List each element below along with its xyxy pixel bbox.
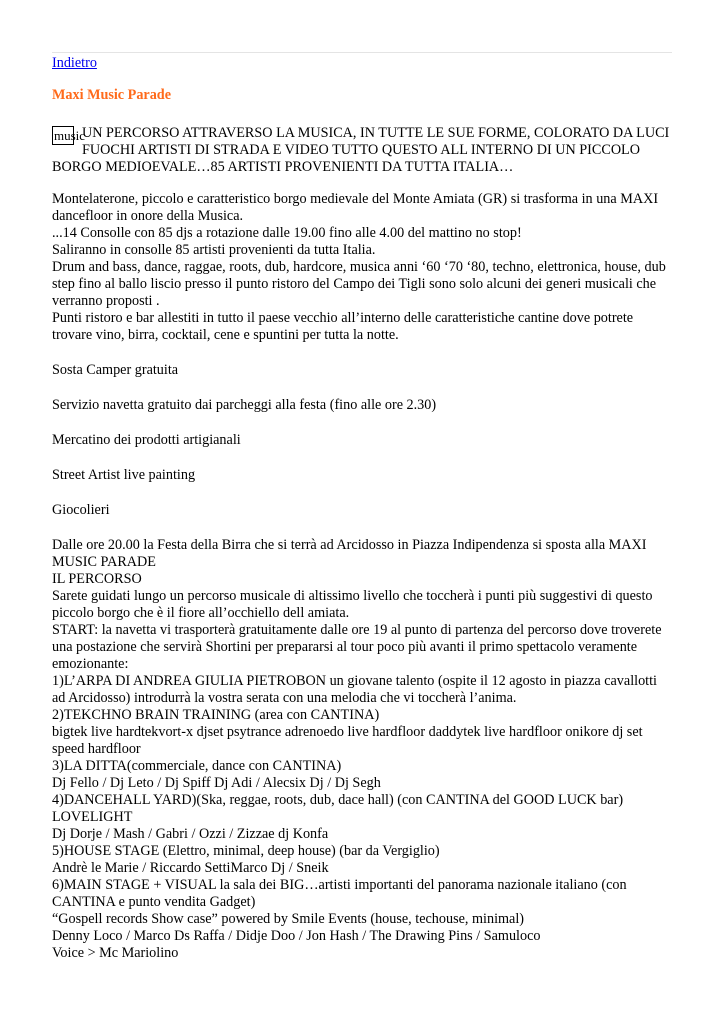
spacer xyxy=(52,414,672,432)
body-paragraph: bigtek live hardtekvort-x djset psytrance adrenoedo live hardfloor daddytek live hardfloor onikore dj set speed hardfloor xyxy=(52,724,643,757)
body-paragraph: Montelaterone, piccolo e caratteristico borgo medievale del Monte Amiata (GR) si trasforma in una MAXI dancefloor in onore della Musica. xyxy=(52,191,659,224)
body-paragraph: Andrè le Marie / Riccardo SettiMarco Dj / Sneik xyxy=(52,860,329,876)
body-paragraph: Dalle ore 20.00 la Festa della Birra che si terrà ad Arcidosso in Piazza Indipendenza si sposta alla MAXI MUSIC PARADE xyxy=(52,537,647,570)
back-link[interactable]: Indietro xyxy=(52,55,97,71)
body-paragraph: 5)HOUSE STAGE (Elettro, minimal, deep house) (bar da Vergiglio) xyxy=(52,843,440,859)
body-paragraph: Mercatino dei prodotti artigianali xyxy=(52,432,241,448)
body-paragraph: Drum and bass, dance, raggae, roots, dub, hardcore, musica anni ‘60 ‘70 ‘80, techno, elettronica, house, dub step fino al ballo liscio presso il punto ristoro del Campo dei Tigli sono solo alcuni dei generi musicali che verranno proposti . xyxy=(52,259,666,309)
body-paragraph: IL PERCORSO xyxy=(52,571,142,587)
body-paragraph: Denny Loco / Marco Ds Raffa / Didje Doo / Jon Hash / The Drawing Pins / Samuloco xyxy=(52,928,541,944)
body-paragraph: START: la navetta vi trasporterà gratuitamente dalle ore 19 al punto di partenza del percorso dove troverete una postazione che servirà Shortini per prepararsi al tour poco più avanti il primo spettacolo veramente emozionante: xyxy=(52,622,662,672)
spacer xyxy=(52,344,672,362)
body-paragraph: Saliranno in consolle 85 artisti provenienti da tutta Italia. xyxy=(52,242,376,258)
body-paragraph: Dj Dorje / Mash / Gabri / Ozzi / Zizzae dj Konfa xyxy=(52,826,329,842)
body-paragraph: 3)LA DITTA(commerciale, dance con CANTINA) xyxy=(52,758,342,774)
spacer xyxy=(52,519,672,537)
top-divider xyxy=(52,52,672,53)
body-paragraph: Dj Fello / Dj Leto / Dj Spiff Dj Adi / Alecsix Dj / Dj Segh xyxy=(52,775,381,791)
body-paragraph: Voice > Mc Mariolino xyxy=(52,945,179,961)
spacer xyxy=(52,484,672,502)
intro-paragraph xyxy=(52,125,672,176)
intro-text: UN PERCORSO ATTRAVERSO LA MUSICA, IN TUTTE LE SUE FORME, COLORATO DA LUCI FUOCHI ARTISTI DI STRADA E VIDEO TUTTO QUESTO ALL INTERNO DI UN PICCOLO BORGO MEDIOEVALE…85 ARTISTI PROVENIENTI DA TUTTA ITALIA… xyxy=(52,125,670,175)
body-paragraph: Punti ristoro e bar allestiti in tutto il paese vecchio all’interno delle caratteristiche cantine dove potrete trovare vino, birra, cocktail, cene e spuntini per tutta la notte. xyxy=(52,310,634,343)
spacer xyxy=(52,449,672,467)
article-body xyxy=(52,191,672,962)
body-paragraph: Giocolieri xyxy=(52,502,110,518)
body-paragraph: 2)TEKCHNO BRAIN TRAINING (area con CANTINA) xyxy=(52,707,380,723)
body-paragraph: Servizio navetta gratuito dai parcheggi alla festa (fino alle ore 2.30) xyxy=(52,397,437,413)
body-paragraph: Sosta Camper gratuita xyxy=(52,362,179,378)
body-paragraph: 1)L’ARPA DI ANDREA GIULIA PIETROBON un giovane talento (ospite il 12 agosto in piazza cavallotti ad Arcidosso) introdurrà la vostra serata con una melodia che vi toccherà l’anima. xyxy=(52,673,657,706)
body-paragraph: LOVELIGHT xyxy=(52,809,133,825)
body-paragraph: Street Artist live painting xyxy=(52,467,196,483)
broken-image-icon: music xyxy=(54,128,86,143)
body-paragraph: 6)MAIN STAGE + VISUAL la sala dei BIG…artisti importanti del panorama nazionale italiano (con CANTINA e punto vendita Gadget) xyxy=(52,877,627,910)
page-title: Maxi Music Parade xyxy=(52,87,171,103)
body-paragraph: ...14 Consolle con 85 djs a rotazione dalle 19.00 fino alle 4.00 del mattino no stop! xyxy=(52,225,522,241)
body-paragraph: 4)DANCEHALL YARD)(Ska, reggae, roots, dub, dace hall) (con CANTINA del GOOD LUCK bar) xyxy=(52,792,624,808)
spacer xyxy=(52,379,672,397)
body-paragraph: “Gospell records Show case” powered by Smile Events (house, techouse, minimal) xyxy=(52,911,525,927)
body-paragraph: Sarete guidati lungo un percorso musicale di altissimo livello che toccherà i punti più suggestivi di questo piccolo borgo che è il fiore all’occhiello dell amiata. xyxy=(52,588,653,621)
